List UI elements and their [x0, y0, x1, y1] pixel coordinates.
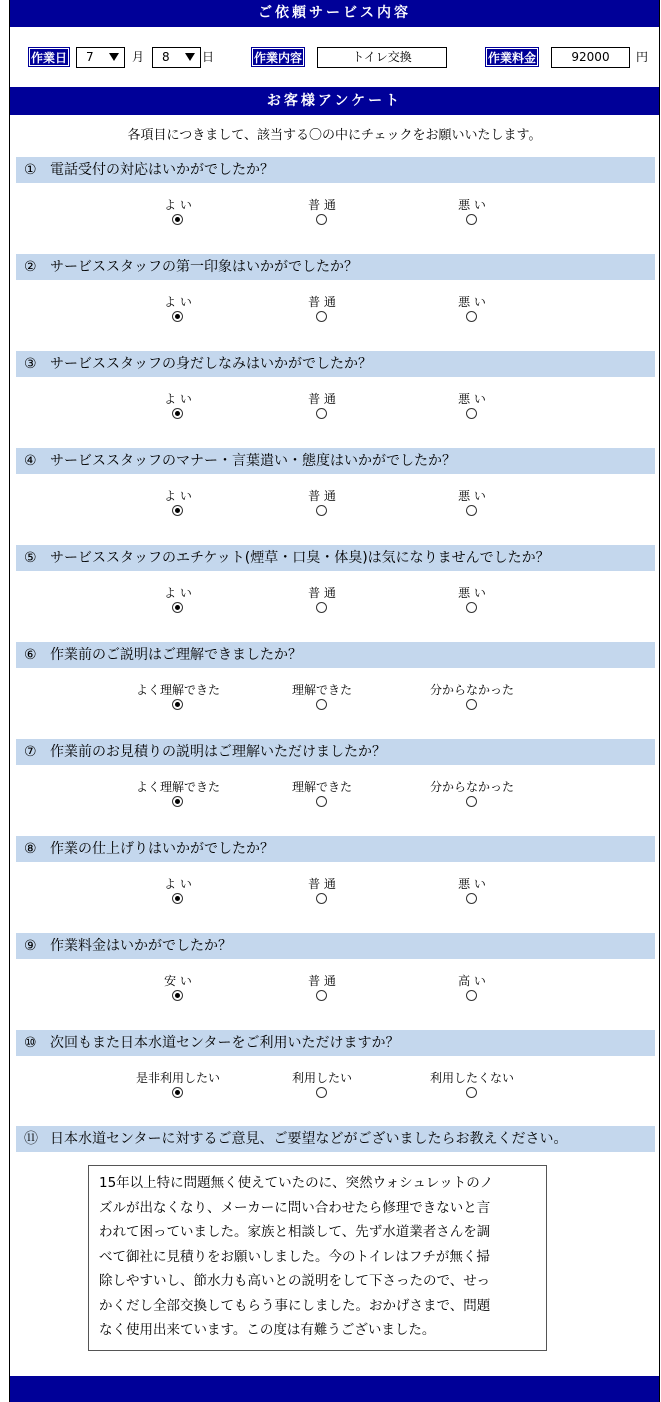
comment-line: ズルが出なくなり、メーカーに問い合わせたら修理できないと言 — [99, 1199, 491, 1216]
option-label: 高 い — [458, 974, 486, 988]
option-label: 利用したい — [291, 1071, 352, 1085]
radio-button[interactable] — [466, 1087, 477, 1098]
radio-button[interactable] — [316, 893, 327, 904]
question-text: サービススタッフの身だしなみはいかがでしたか？ — [50, 356, 372, 372]
question-text: 電話受付の対応はいかがでしたか？ — [50, 162, 274, 178]
option-label: 普 通 — [308, 489, 336, 503]
work-fee-field[interactable]: 92000 — [551, 47, 630, 68]
survey-intro: 各項目につきまして、該当する〇の中にチェックをお願いいたします。 — [127, 128, 542, 143]
option-label: 普 通 — [308, 295, 336, 309]
question-text: サービススタッフのエチケット(煙草・口臭・体臭)は気になりませんでしたか？ — [50, 550, 550, 566]
radio-button[interactable] — [316, 505, 327, 516]
question-text: 作業前のご説明はご理解できましたか？ — [50, 647, 302, 663]
option-label: 普 通 — [308, 198, 336, 212]
question-5-bar — [16, 545, 655, 571]
question-10-bar — [16, 1030, 655, 1056]
radio-button[interactable] — [172, 893, 183, 904]
radio-button[interactable] — [172, 214, 183, 225]
radio-button[interactable] — [466, 311, 477, 322]
option-label: よ い — [164, 489, 192, 503]
chevron-down-icon — [185, 53, 195, 61]
option-label: 普 通 — [308, 974, 336, 988]
comment-line: 除しやすいし、節水力も高いとの説明をして下さったので、せっ — [99, 1273, 490, 1289]
option-label: よ い — [164, 877, 192, 891]
question-number: ⑨ — [24, 938, 37, 954]
question-7-bar — [16, 739, 655, 765]
month-unit: 月 — [132, 50, 145, 64]
option-label: 普 通 — [308, 586, 336, 600]
radio-button[interactable] — [316, 602, 327, 613]
comment-line: 15年以上特に問題無く使えていたのに、突然ウォシュレットのノ — [99, 1175, 494, 1191]
work-content-label: 作業内容 — [251, 47, 305, 67]
work-fee-label: 作業料金 — [485, 47, 539, 67]
option-label: 分からなかった — [429, 683, 514, 697]
radio-button[interactable] — [466, 893, 477, 904]
question-number: ⑥ — [24, 647, 37, 663]
option-label: 普 通 — [308, 877, 336, 891]
question-text: 次回もまた日本水道センターをご利用いただけますか？ — [50, 1035, 400, 1051]
question-number: ① — [24, 162, 37, 178]
question-number: ⑦ — [24, 744, 37, 760]
radio-button[interactable] — [172, 505, 183, 516]
option-label: 分からなかった — [429, 780, 514, 794]
question-number: ⑧ — [24, 841, 37, 857]
radio-button[interactable] — [172, 602, 183, 613]
question-text: 作業の仕上げりはいかがでしたか？ — [50, 841, 274, 857]
option-label: 悪 い — [458, 877, 486, 891]
question-number: ⑩ — [24, 1035, 37, 1051]
service-header: ご依頼サービス内容 — [10, 0, 659, 27]
question-text: サービススタッフの第一印象はいかがでしたか？ — [50, 259, 358, 275]
work-date-label: 作業日 — [28, 47, 70, 67]
service-row — [10, 42, 659, 74]
question-text: 日本水道センターに対するご意見、ご要望などがございましたらお教えください。 — [50, 1131, 568, 1147]
comment-line: べて御社に見積りをお願いしました。今のトイレはフチが無く掃 — [99, 1248, 490, 1265]
radio-button[interactable] — [466, 408, 477, 419]
question-4-bar — [16, 448, 655, 474]
day-value: 8 — [162, 50, 170, 64]
radio-button[interactable] — [316, 699, 327, 710]
radio-button[interactable] — [172, 1087, 183, 1098]
question-text: 作業料金はいかがでしたか？ — [50, 938, 232, 954]
radio-button[interactable] — [466, 699, 477, 710]
question-1-bar — [16, 157, 655, 183]
day-unit: 日 — [202, 50, 215, 64]
survey-header: お客様アンケート — [10, 87, 659, 115]
option-label: 理解できた — [291, 683, 352, 697]
option-label: よく理解できた — [135, 683, 220, 697]
month-value: 7 — [86, 50, 94, 64]
month-select[interactable] — [76, 47, 125, 68]
radio-button[interactable] — [172, 796, 183, 807]
survey-frame — [9, 0, 660, 1402]
question-number: ③ — [24, 356, 37, 372]
option-label: よ い — [164, 198, 192, 212]
option-label: 悪 い — [458, 198, 486, 212]
question-text: 作業前のお見積りの説明はご理解いただけましたか？ — [50, 744, 386, 760]
radio-button[interactable] — [316, 408, 327, 419]
radio-button[interactable] — [172, 311, 183, 322]
option-label: 普 通 — [308, 392, 336, 406]
question-6-bar — [16, 642, 655, 668]
radio-button[interactable] — [316, 311, 327, 322]
question-3-bar — [16, 351, 655, 377]
radio-button[interactable] — [172, 990, 183, 1001]
comment-line: なく使用出来ています。この度は有難うございました。 — [99, 1322, 436, 1338]
option-label: 安 い — [164, 974, 192, 988]
option-label: 理解できた — [291, 780, 352, 794]
radio-button[interactable] — [172, 699, 183, 710]
question-number: ④ — [24, 453, 37, 469]
question-8-bar — [16, 836, 655, 862]
question-11-bar — [16, 1126, 655, 1152]
question-2-bar — [16, 254, 655, 280]
radio-button[interactable] — [316, 990, 327, 1001]
comment-line: かくだし全部交換してもらう事にしました。おかげさまで、問題 — [99, 1297, 491, 1314]
footer-band — [10, 1376, 659, 1402]
option-label: 利用したくない — [429, 1071, 514, 1085]
option-label: 悪 い — [458, 295, 486, 309]
option-label: よ い — [164, 392, 192, 406]
question-number: ⑪ — [24, 1131, 38, 1147]
radio-button[interactable] — [316, 214, 327, 225]
day-select[interactable] — [152, 47, 201, 68]
radio-button[interactable] — [466, 796, 477, 807]
option-label: 悪 い — [458, 489, 486, 503]
option-label: 悪 い — [458, 392, 486, 406]
chevron-down-icon — [109, 53, 119, 61]
question-number: ② — [24, 259, 37, 275]
fee-unit: 円 — [636, 50, 649, 64]
comment-line: われて困っていました。家族と相談して、先ず水道業者さんを調 — [99, 1224, 491, 1240]
option-label: よく理解できた — [135, 780, 220, 794]
option-label: 是非利用したい — [135, 1071, 220, 1085]
option-label: よ い — [164, 295, 192, 309]
question-number: ⑤ — [24, 550, 37, 566]
option-label: よ い — [164, 586, 192, 600]
option-label: 悪 い — [458, 586, 486, 600]
radio-button[interactable] — [466, 505, 477, 516]
comment-textarea[interactable] — [88, 1165, 547, 1351]
question-9-bar — [16, 933, 655, 959]
radio-button[interactable] — [466, 214, 477, 225]
radio-button[interactable] — [316, 796, 327, 807]
question-text: サービススタッフのマナー・言葉遣い・態度はいかがでしたか？ — [50, 453, 456, 469]
radio-button[interactable] — [466, 602, 477, 613]
radio-button[interactable] — [316, 1087, 327, 1098]
radio-button[interactable] — [172, 408, 183, 419]
work-content-field[interactable]: トイレ交換 — [317, 47, 447, 68]
radio-button[interactable] — [466, 990, 477, 1001]
